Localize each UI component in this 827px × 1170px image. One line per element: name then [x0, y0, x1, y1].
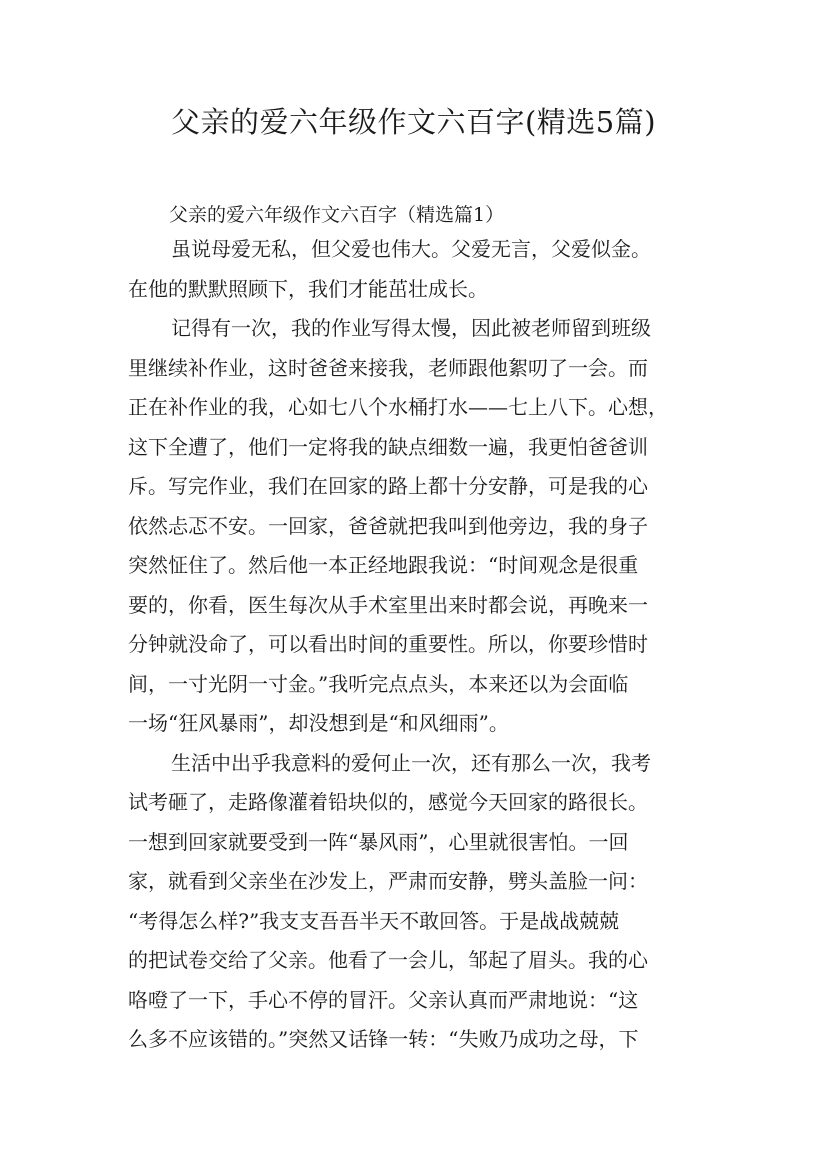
text-line: 试考砸了，走路像灌着铅块似的，感觉今天回家的路很长。 — [128, 790, 648, 814]
text-line: 正在补作业的我，心如七八个水桶打水——七上八下。心想， — [128, 395, 668, 419]
text-line: 一想到回家就要受到一阵“暴风雨”，心里就很害怕。一回 — [128, 829, 629, 854]
text-line: 依然忐忑不安。一回家，爸爸就把我叫到他旁边，我的身子 — [128, 513, 648, 538]
text-line: “考得怎么样?”我支支吾吾半天不敢回答。于是战战兢兢 — [128, 908, 620, 933]
text-line: 分钟就没命了，可以看出时间的重要性。所以，你要珍惜时 — [128, 632, 648, 656]
text-line: 生活中出乎我意料的爱何止一次，还有那么一次，我考 — [171, 750, 651, 775]
section-heading: 父亲的爱六年级作文六百字（精选篇1） — [169, 204, 505, 226]
text-line: 里继续补作业，这时爸爸来接我，老师跟他絮叨了一会。而 — [128, 355, 648, 380]
article-body — [128, 230, 718, 1060]
text-line: 么多不应该错的。”突然又话锋一转：“失败乃成功之母，下 — [128, 1027, 639, 1051]
text-line: 在他的默默照顾下，我们才能茁壮成长。 — [128, 276, 488, 301]
text-line: 的把试卷交给了父亲。他看了一会儿，邹起了眉头。我的心 — [128, 948, 648, 972]
text-line: 咯噔了一下，手心不停的冒汗。父亲认真而严肃地说：“这 — [128, 987, 639, 1012]
text-line: 要的，你看，医生每次从手术室里出来时都会说，再晚来一 — [128, 592, 648, 617]
text-line: 斥。写完作业，我们在回家的路上都十分安静，可是我的心 — [128, 474, 648, 498]
document-title: 父亲的爱六年级作文六百字(精选5篇) — [170, 105, 657, 139]
text-line: 突然怔住了。然后他一本正经地跟我说：“时间观念是很重 — [128, 553, 639, 577]
text-line: 这下全遭了，他们一定将我的缺点细数一遍，我更怕爸爸训 — [128, 434, 648, 459]
text-line: 虽说母爱无私，但父爱也伟大。父爱无言，父爱似金。 — [171, 237, 651, 261]
text-line: 间，一寸光阴一寸金。”我听完点点头，本来还以为会面临 — [128, 671, 629, 696]
text-line: 一场“狂风暴雨”，却没想到是“和风细雨”。 — [128, 711, 509, 735]
text-line: 家，就看到父亲坐在沙发上，严肃而安静，劈头盖脸一问： — [128, 869, 648, 893]
text-line: 记得有一次，我的作业写得太慢，因此被老师留到班级 — [171, 316, 651, 340]
